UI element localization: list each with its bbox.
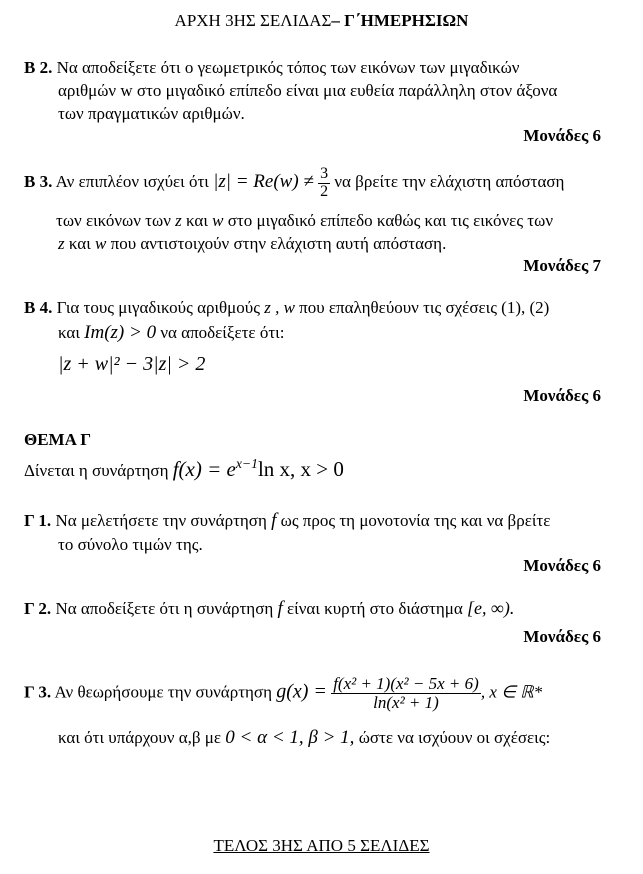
b3-points: Μονάδες 7 bbox=[523, 256, 601, 275]
b2-line1: Β 2. Να αποδείξετε ότι ο γεωμετρικός τόπος των εικόνων των μιγαδικών bbox=[24, 58, 520, 77]
g1-line2: το σύνολο τιμών της. bbox=[58, 535, 203, 554]
b4-label: Β 4. bbox=[24, 298, 53, 317]
b2-line3: των πραγματικών αριθμών. bbox=[58, 104, 245, 123]
g2-line1: Γ 2. Να αποδείξετε ότι η συνάρτηση f είναι κυρτή στο διάστημα [e, ∞). bbox=[24, 598, 515, 619]
b4-inequality: |z + w|² − 3|z| > 2 bbox=[58, 353, 206, 375]
g3-fraction: $\frac{\text{f(x² + 1)(x² − 5x + 6)}}{\text{ln(x² + 1)}}$ bbox=[333, 674, 479, 712]
function-definition: $f(x) = e^{x-1}\ln$ x, x > 0 bbox=[172, 456, 344, 481]
b4-line2: και Im(z) > 0 να αποδείξετε ότι: bbox=[58, 322, 285, 343]
g1-label: Γ 1. bbox=[24, 511, 52, 530]
b2-points: Μονάδες 6 bbox=[523, 126, 601, 145]
b3-condition: |z| = Re(w) ≠ bbox=[213, 171, 314, 193]
g1-points: Μονάδες 6 bbox=[523, 556, 601, 575]
theme-title: ΘΕΜΑ Γ bbox=[24, 430, 92, 449]
b4-line1: Β 4. Για τους μιγαδικούς αριθμούς z , w που επαληθεύουν τις σχέσεις (1), (2) bbox=[24, 298, 550, 317]
g3-label: Γ 3. bbox=[24, 682, 52, 702]
g3-line2: και ότι υπάρχουν α,β με 0 < α < 1, β > 1, ώστε να ισχύουν οι σχέσεις: bbox=[58, 727, 551, 748]
theme-given: Δίνεται η συνάρτηση $f(x) = e^{x-1}\ln$ x, x > 0 bbox=[24, 456, 344, 481]
header-title: ΑΡΧΗ 3ΗΣ ΣΕΛΙΔΑΣ bbox=[174, 11, 332, 30]
b3-line3: z και w που αντιστοιχούν στην ελάχιστη αυτή απόσταση. bbox=[58, 234, 447, 253]
g2-label: Γ 2. bbox=[24, 599, 52, 618]
g1-line1: Γ 1. Να μελετήσετε την συνάρτηση f ως προς τη μονοτονία της και να βρείτε bbox=[24, 510, 551, 531]
g3-line1: Γ 3. Αν θεωρήσουμε την συνάρτηση g(x) = $\frac{\text{f(x² + 1)(x² − 5x + 6)}}{\text{ln(x² + 1)}}$ , x ∈ ℝ* bbox=[24, 674, 543, 712]
page-header bbox=[0, 11, 643, 31]
b3-line2: των εικόνων των z και w στο μιγαδικό επίπεδο καθώς και τις εικόνες των bbox=[56, 211, 554, 230]
b4-points: Μονάδες 6 bbox=[523, 386, 601, 405]
b3-label: Β 3. bbox=[24, 172, 53, 192]
g2-points: Μονάδες 6 bbox=[523, 627, 601, 646]
b3-fraction: $\frac{3}{2}$ bbox=[320, 165, 329, 200]
b2-label: Β 2. bbox=[24, 58, 53, 77]
page-footer: ΤΕΛΟΣ 3ΗΣ ΑΠΟ 5 ΣΕΛΙΔΕΣ bbox=[213, 836, 430, 855]
b3-line1: Β 3. Αν επιπλέον ισχύει ότι |z| = Re(w) ≠ $\frac{3}{2}$ να βρείτε την ελάχιστη απόσταση bbox=[24, 165, 565, 200]
header-suffix: – Γ΄ΗΜΕΡΗΣΙΩΝ bbox=[331, 11, 469, 30]
b2-line2: αριθμών w στο μιγαδικό επίπεδο είναι μια ευθεία παράλληλη στον άξονα bbox=[58, 81, 558, 100]
